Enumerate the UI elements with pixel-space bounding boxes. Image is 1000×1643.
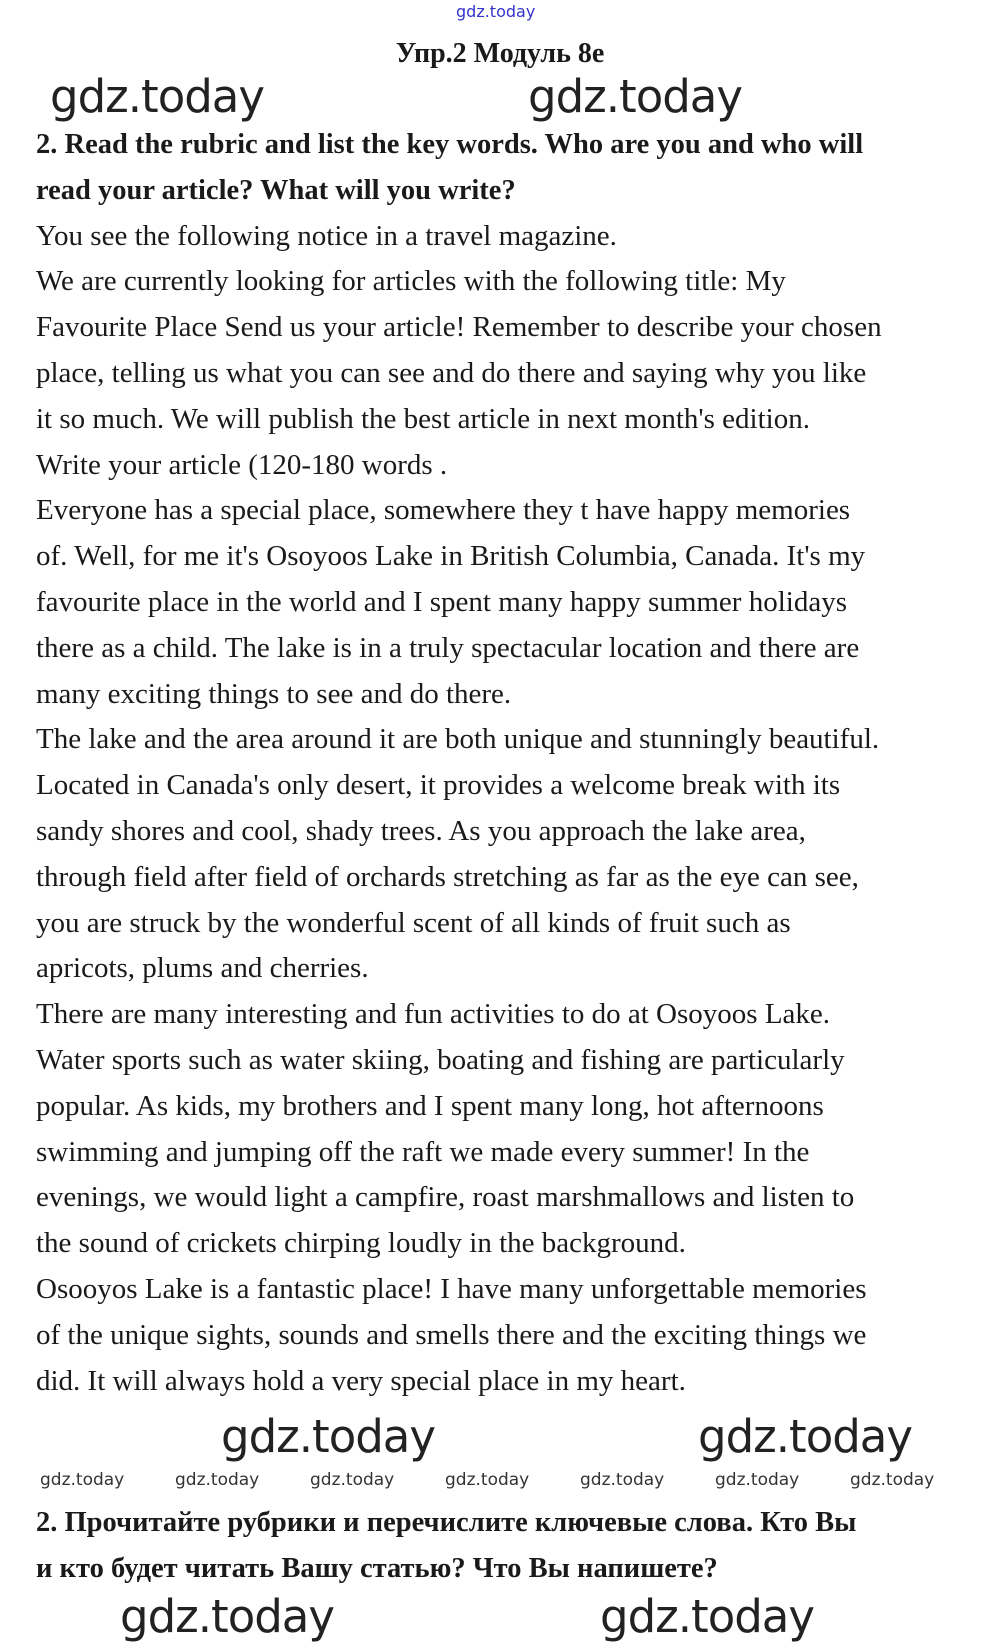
article-line: through field after field of orchards stretching as far as the eye can see,	[36, 860, 859, 893]
task-heading-ru-line: и кто будет читать Вашу статью? Что Вы напишете?	[36, 1552, 718, 1584]
article-line: of. Well, for me it's Osoyoos Lake in British Columbia, Canada. It's my	[36, 540, 866, 573]
task-heading-ru-line: 2. Прочитайте рубрики и перечислите ключевые слова. Кто Вы	[36, 1507, 857, 1538]
page-title: Упр.2 Модуль 8е	[395, 38, 605, 69]
watermark: gdz.today	[850, 1470, 935, 1490]
article-line: Everyone has a special place, somewhere they t have happy memories	[36, 494, 851, 527]
article-line: the sound of crickets chirping loudly in the background.	[36, 1227, 686, 1260]
watermark: gdz.today	[310, 1470, 395, 1490]
article-line: there as a child. The lake is in a truly spectacular location and there are	[36, 631, 860, 664]
article-line: it so much. We will publish the best article in next month's edition.	[36, 402, 810, 435]
article-line: did. It will always hold a very special place in my heart.	[36, 1364, 686, 1397]
watermark: gdz.today	[600, 1590, 815, 1643]
article-line: swimming and jumping off the raft we made every summer! In the	[36, 1135, 810, 1168]
article-line: popular. As kids, my brothers and I spent many long, hot afternoons	[36, 1089, 824, 1122]
article-line: The lake and the area around it are both unique and stunningly beautiful.	[36, 723, 880, 756]
watermark: gdz.today	[580, 1470, 665, 1490]
article-line: you are struck by the wonderful scent of all kinds of fruit such as	[36, 906, 791, 939]
task-heading-line: read your article? What will you write?	[36, 174, 516, 206]
task-heading-ru	[36, 1500, 856, 1592]
article-line: evenings, we would light a campfire, roast marshmallows and listen to	[36, 1181, 855, 1214]
article-line: There are many interesting and fun activities to do at Osoyoos Lake.	[36, 998, 831, 1031]
article-line: many exciting things to see and do there.	[36, 677, 512, 710]
article-line: Water sports such as water skiing, boating and fishing are particularly	[36, 1043, 845, 1076]
article-line: We are currently looking for articles with the following title: My	[36, 265, 786, 298]
article-line: You see the following notice in a travel magazine.	[36, 219, 617, 252]
article-line: Osooyos Lake is a fantastic place! I have many unforgettable memories	[36, 1272, 867, 1305]
watermark: gdz.today	[445, 1470, 530, 1490]
content	[36, 122, 986, 1404]
article-line: sandy shores and cool, shady trees. As you approach the lake area,	[36, 814, 806, 847]
article-line: of the unique sights, sounds and smells there and the exciting things we	[36, 1318, 867, 1351]
watermark: gdz.today	[50, 70, 265, 123]
watermark: gdz.today	[698, 1410, 913, 1463]
watermark: gdz.today	[715, 1470, 800, 1490]
watermark: gdz.today	[221, 1410, 436, 1463]
watermark: gdz.today	[175, 1470, 260, 1490]
article-line: favourite place in the world and I spent many happy summer holidays	[36, 585, 847, 618]
article-body	[36, 214, 986, 1405]
article-line: Write your article (120-180 words .	[36, 448, 448, 481]
article-line: Located in Canada's only desert, it provides a welcome break with its	[36, 769, 841, 802]
task-heading-line: 2. Read the rubric and list the key words. Who are you and who will	[36, 129, 864, 160]
watermark: gdz.today	[40, 1470, 125, 1490]
watermark: gdz.today	[456, 2, 536, 21]
watermark: gdz.today	[528, 70, 743, 123]
article-line: place, telling us what you can see and do there and saying why you like	[36, 356, 867, 389]
article-line: Favourite Place Send us your article! Remember to describe your chosen	[36, 311, 882, 344]
watermark: gdz.today	[120, 1590, 335, 1643]
article-line: apricots, plums and cherries.	[36, 952, 369, 985]
